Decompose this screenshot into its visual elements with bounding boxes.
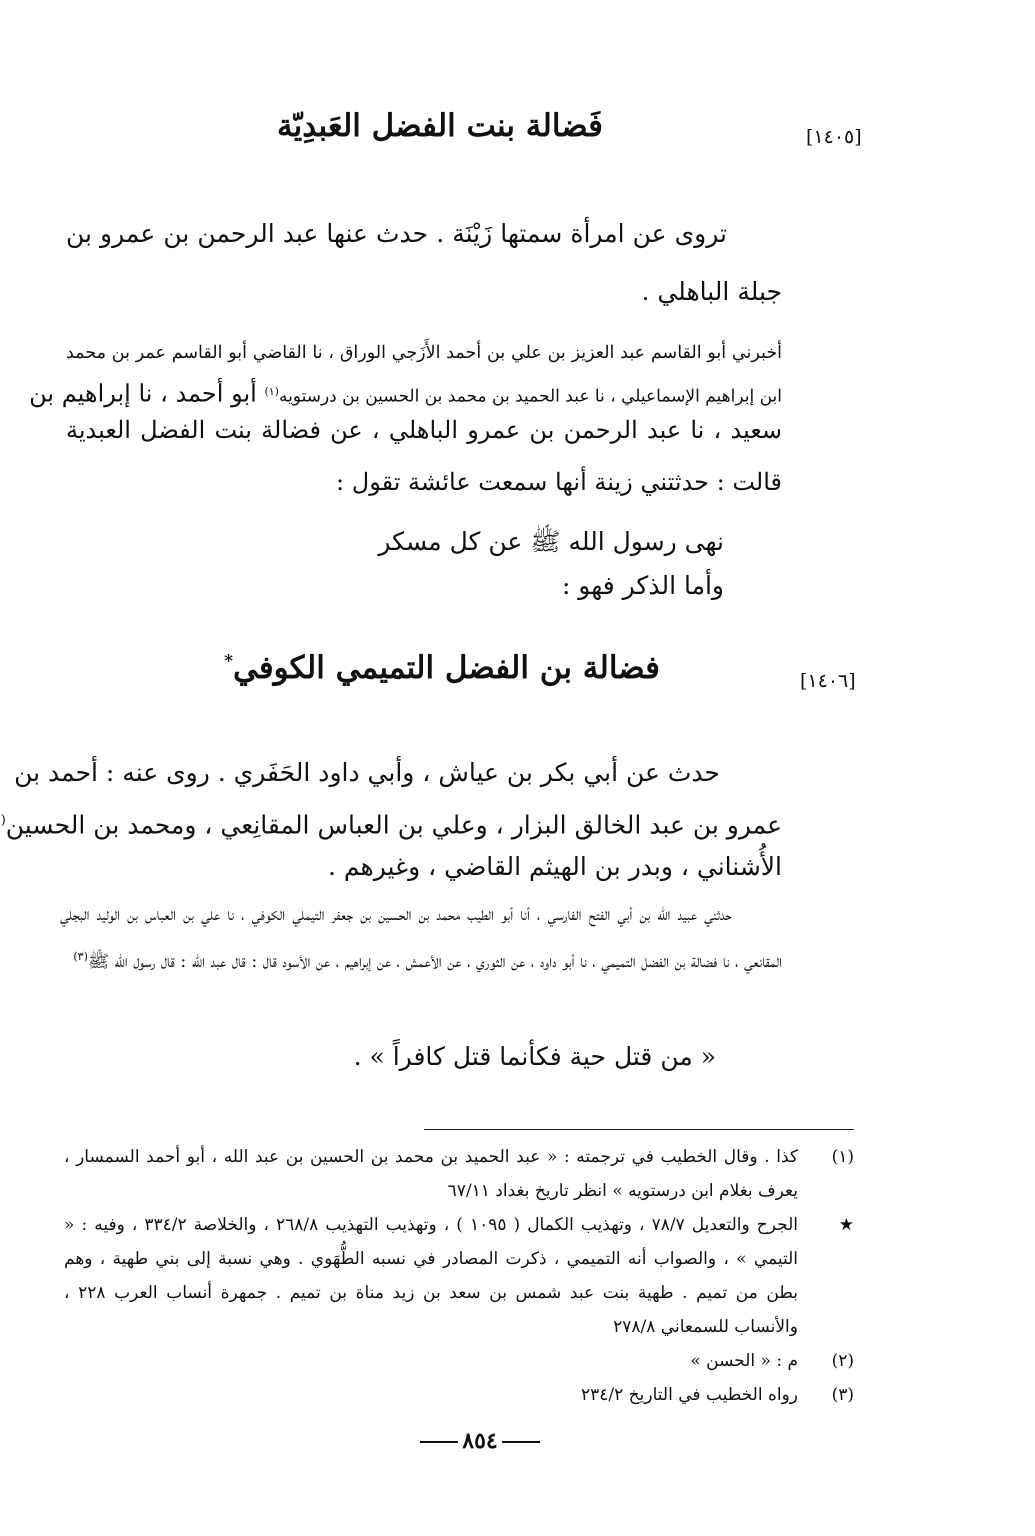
isnad-continuation: سعيد ، نا عبد الرحمن بن عمرو الباهلي ، عن فضالة بنت الفضل العبدية قالت : حدثتني زينة أنها سمعت عائشة تقول : <box>66 416 783 496</box>
dash-decoration <box>420 1441 458 1443</box>
footnote-text: كذا . وقال الخطيب في ترجمته : « عبد الحميد بن محمد بن الحسين بن عبد الله ، أبو أحمد السمسار ، يعرف بغلام ابن درستويه » انظر تاريخ بغداد ٦٧/١١ <box>64 1147 798 1201</box>
entry-biography: تروى عن امرأة سمتها زَيْنَة . حدث عنها عبد الرحمن بن عمرو بن جبلة الباهلي . <box>66 219 782 306</box>
footnote-ref: (١) <box>264 385 279 398</box>
footnote-marker: (٢) <box>831 1351 854 1371</box>
footnotes <box>64 1140 854 1412</box>
hadith-text: « من قتل حية فكأنما قتل كافراً » . <box>353 1042 716 1071</box>
isnad-large-text: أبو أحمد ، نا إبراهيم بن <box>29 379 265 408</box>
page-number-value: ٨٥٤ <box>462 1428 498 1454</box>
footnote-marker: (١) <box>831 1147 854 1167</box>
footnote <box>64 1344 854 1378</box>
isnad <box>60 895 782 983</box>
footnote <box>64 1208 854 1344</box>
footnote-text: م : « الحسن » <box>690 1351 798 1371</box>
page-number <box>360 1428 600 1454</box>
footnote-text: رواه الخطيب في التاريخ ٢٣٤/٢ <box>581 1385 798 1405</box>
footnote-marker: (٣) <box>831 1385 854 1405</box>
entry-title <box>224 650 660 686</box>
entry-title-text: فضالة بن الفضل التميمي الكوفي <box>232 650 660 686</box>
isnad-small-text: ابن إبراهيم الإسماعيلي ، نا عبد الحميد بن محمد بن الحسين بن درستويه <box>278 386 782 407</box>
footnote-text: الجرح والتعديل ٧٨/٧ ، وتهذيب الكمال ( ١٠٩٥ ) ، وتهذيب التهذيب ٢٦٨/٨ ، والخلاصة ٣٣٤/٢ ، وفيه : « التيمي » ، والصواب أنه التميمي ، ذكرت المصادر في نسبه الطُّهَوي . وهي نسبة إلى بني طهية ، وهم بطن من تميم . طهية بنت عبد شمس بن سعد بن زيد مناة بن تميم . جمهرة أنساب العرب ٢٢٨ ، والأنساب للسمعاني ٢٧٨/٨ <box>64 1215 799 1337</box>
footnote-marker: ★ <box>838 1215 854 1235</box>
biography-text: عمرو بن عبد الخالق البزار ، وعلي بن العباس المقانِعي ، ومحمد بن الحسين <box>5 810 782 840</box>
entry-title: فَضالة بنت الفضل العَبدِيّة <box>277 108 603 144</box>
footnote <box>64 1378 854 1412</box>
footnote <box>64 1140 854 1208</box>
footnote-divider <box>424 1129 854 1130</box>
footnote-ref: ( <box>0 813 6 828</box>
verse-line: وأما الذكر فهو : <box>561 571 724 600</box>
footnote-ref: (٣) <box>73 950 88 963</box>
isnad-text: حدثني عبيد الله بن أبي الفتح الفارسي ، أنا أبو الطيب محمد بن الحسين بن جعفر التيملي الكوفي ، نا علي بن العباس بن الوليد البجلي المقانعي ، نا فضالة بن الفضل التميمي ، نا أبو داود ، عن الثوري ، عن الأعمش ، عن إبراهيم ، عن الأسود قال : قال عبد الله : قال رسول الله ﷺ <box>60 905 782 972</box>
isnad-line: أخبرني أبو القاسم عبد العزيز بن علي بن أحمد الأَزَجي الوراق ، نا القاضي أبو القاسم عمر بن محمد <box>66 343 782 363</box>
dash-decoration <box>502 1441 540 1443</box>
entry-number: [١٤٠٦] <box>800 670 856 692</box>
entry-number: [١٤٠٥] <box>806 126 862 148</box>
verse-line: نهى رسول الله ﷺ عن كل مسكر <box>378 527 724 556</box>
entry-biography-line: الأُشناني ، وبدر بن الهيثم القاضي ، وغيرهم . <box>328 852 782 881</box>
entry-biography-line: حدث عن أبي بكر بن عياش ، وأبي داود الحَفَري . روى عنه : أحمد بن <box>14 758 720 787</box>
source-star: * <box>224 651 233 672</box>
